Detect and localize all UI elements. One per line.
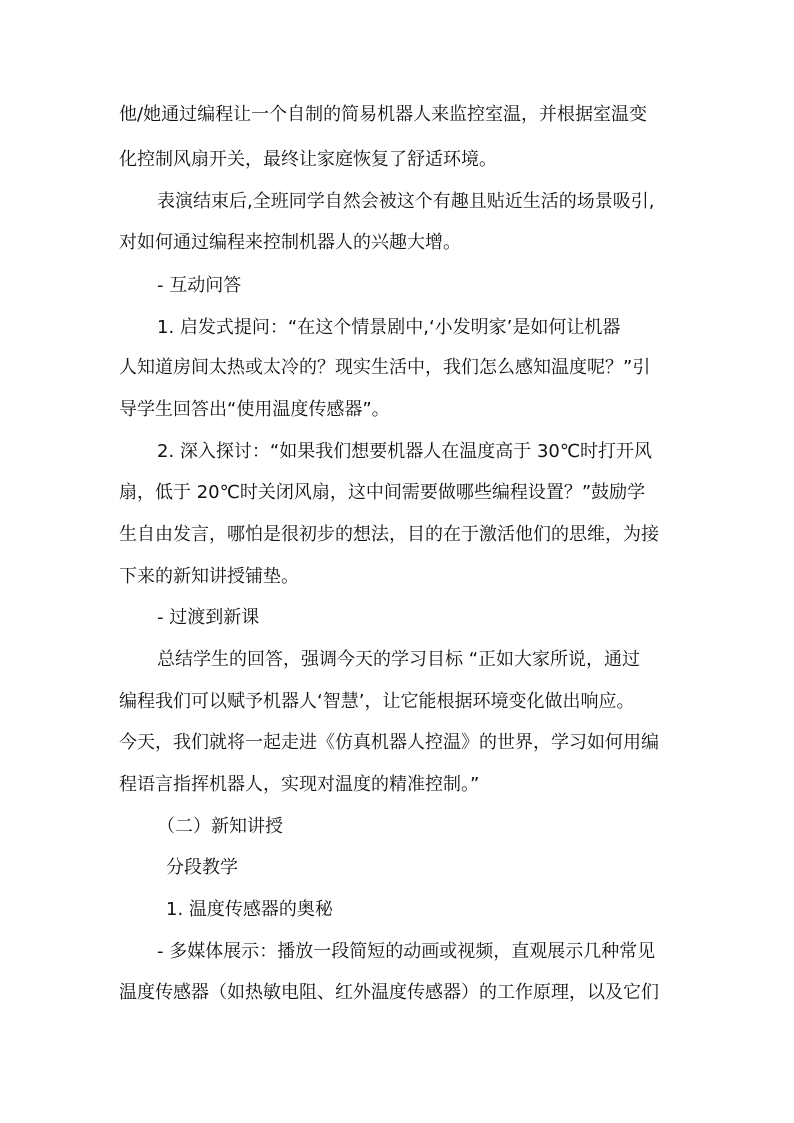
paragraph-line: 他/她通过编程让一个自制的简易机器人来监控室温，并根据室温变 [119, 104, 648, 125]
paragraph-line: 程语言指挥机器人，实现对温度的精准控制。” [119, 774, 480, 795]
paragraph-line: 对如何通过编程来控制机器人的兴趣大增。 [119, 232, 461, 253]
paragraph-line: 编程我们可以赋予机器人‘智慧’，让它能根据环境变化做出响应。 [119, 691, 635, 712]
paragraph-line: 2. 深入探讨：“如果我们想要机器人在温度高于 30℃时打开风 [157, 441, 653, 462]
paragraph-line: 生自由发言，哪怕是很初步的想法，目的在于激活他们的思维，为接 [119, 524, 659, 545]
paragraph-line: 1. 启发式提问：“在这个情景剧中,‘小发明家’是如何让机器 [157, 317, 621, 338]
paragraph-line: - 多媒体展示：播放一段简短的动画或视频，直观展示几种常见 [157, 941, 656, 962]
chapter-heading: （二）新知讲授 [157, 816, 283, 837]
paragraph-line: 扇，低于 20℃时关闭风扇，这中间需要做哪些编程设置？”鼓励学 [119, 482, 646, 503]
paragraph-line: 今天，我们就将一起走进《仿真机器人控温》的世界，学习如何用编 [119, 732, 659, 753]
paragraph-line: 导学生回答出“使用温度传感器”。 [119, 399, 390, 420]
paragraph-line: 化控制风扇开关，最终让家庭恢复了舒适环境。 [119, 149, 497, 170]
subheading: 分段教学 [166, 857, 238, 878]
section-heading: - 过渡到新课 [157, 607, 260, 628]
paragraph-line: 温度传感器（如热敏电阻、红外温度传感器）的工作原理，以及它们 [119, 982, 659, 1003]
paragraph-line: 总结学生的回答，强调今天的学习目标 “正如大家所说，通过 [157, 649, 641, 670]
subheading: 1. 温度传感器的奥秘 [166, 899, 333, 920]
paragraph-line: 人知道房间太热或太冷的？现实生活中，我们怎么感知温度呢？”引 [119, 357, 651, 378]
paragraph-line: 表演结束后,全班同学自然会被这个有趣且贴近生活的场景吸引, [157, 191, 655, 212]
section-heading: - 互动问答 [157, 275, 242, 296]
paragraph-line: 下来的新知讲授铺垫。 [119, 566, 299, 587]
